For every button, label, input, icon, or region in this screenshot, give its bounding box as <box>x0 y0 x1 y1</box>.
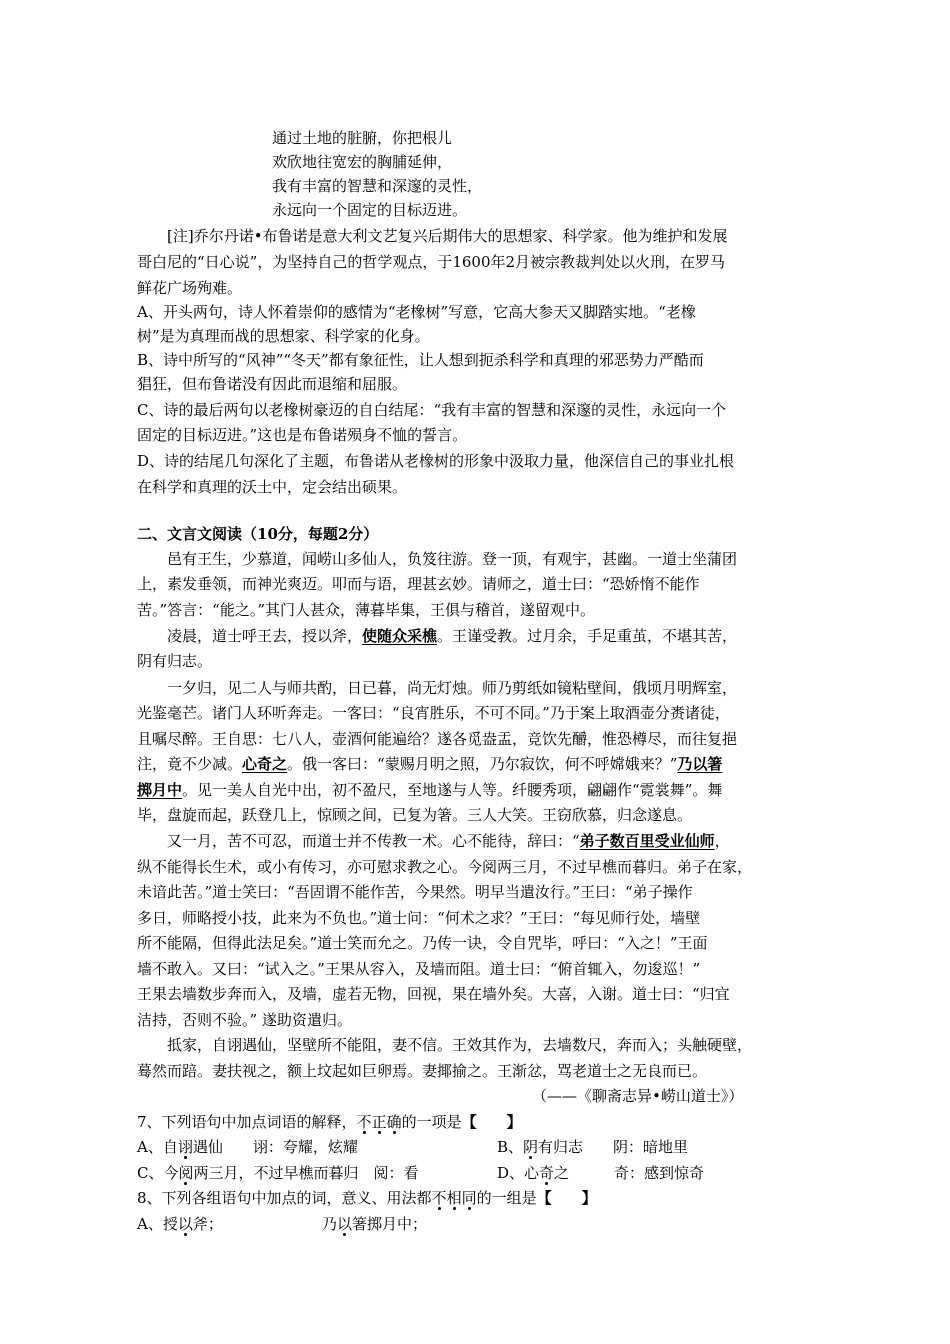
poem-line: 通过土地的脏腑，你把根儿 <box>272 129 453 147</box>
passage-line: 阴有归志。 <box>137 652 213 670</box>
answer-bracket: 【 】 <box>536 1189 597 1207</box>
q7-option-d: D、心奇之 奇：感到惊奇 <box>497 1164 705 1182</box>
question-7-stem: 7、下列语句中加点词语的解释，不正确的一项是【 】 <box>137 1113 522 1131</box>
poem-line: 欢欣地往宽宏的胸脯延伸， <box>272 153 453 171</box>
underlined-phrase: 乃以箸 <box>677 755 723 773</box>
passage-line: 又一月，苦不可忍，而道士并不传教一术。心不能待，辞曰：“弟子数百里受业仙师， <box>167 832 730 850</box>
option-line: D、诗的结尾几句深化了主题，布鲁诺从老橡树的形象中汲取力量，他深信自己的事业扎根 <box>137 452 735 470</box>
passage-line: 墙不敢入。又曰：“试入之。”王果从容入，及墙而阻。道士曰：“俯首辄入，勿逡巡！” <box>137 960 701 978</box>
answer-bracket: 【 】 <box>461 1113 522 1131</box>
option-line: B、诗中所写的“风神”“冬天”都有象征性，让人想到扼杀科学和真理的邪恶势力严酷而 <box>137 351 704 369</box>
passage-line: 未谙此苦。”道士笑曰：“吾固谓不能作苦，今果然。明早当遣汝行。”王曰：“弟子操作 <box>137 883 693 901</box>
section-title: 二、文言文阅读（10分，每题2分） <box>137 525 379 543</box>
source-citation: （——《聊斋志异•崂山道士》） <box>532 1087 744 1105</box>
option-line: 在科学和真理的沃土中，定会结出硕果。 <box>137 478 408 496</box>
passage-line: 纵不能得长生术，或小有传习，亦可慰求教之心。今阅两三月，不过早樵而暮归。弟子在家， <box>137 858 753 876</box>
question-8-stem: 8、下列各组语句中加点的词，意义、用法都不相同的一组是【 】 <box>137 1189 597 1207</box>
passage-line: 洁持，否则不验。” 遂助资遣归。 <box>137 1011 352 1029</box>
option-line: 猖狂，但布鲁诺没有因此而退缩和屈服。 <box>137 375 408 393</box>
passage-line: 苦。”答言：“能之。”其门人甚众，薄暮毕集，王俱与稽首，遂留观中。 <box>137 601 596 619</box>
note-line: 鲜花广场殉难。 <box>137 279 243 297</box>
option-line: C、诗的最后两句以老橡树豪迈的自白结尾：“我有丰富的智慧和深邃的灵性，永远向一个 <box>137 401 727 419</box>
q8-option-a-part2: 乃以箸掷月中； <box>322 1215 428 1233</box>
passage-line: 多日，师略授小技，此来为不负也。”道士问：“何术之求？”王曰：“每见师行处，墙壁 <box>137 909 701 927</box>
poem-line: 我有丰富的智慧和深邃的灵性， <box>272 177 483 195</box>
q7-option-b: B、阴有归志 阴：暗地里 <box>497 1138 689 1156</box>
option-line: A、开头两句，诗人怀着崇仰的感情为“老橡树”写意，它高大参天又脚踏实地。“老橡 <box>137 303 696 321</box>
note-line: [注]乔尔丹诺•布鲁诺是意大利文艺复兴后期伟大的思想家、科学家。他为维护和发展 <box>167 227 728 245</box>
underlined-phrase: 使随众采樵 <box>362 627 438 645</box>
passage-line: 光鉴毫芒。诸门人环听奔走。一客曰：“良宵胜乐，不可不同。”乃于案上取酒壶分赉诸徒， <box>137 704 730 722</box>
q8-option-a-part1: A、授以斧； <box>137 1215 223 1233</box>
passage-line: 掷月中。见一美人自光中出，初不盈尺，至地遂与人等。纤腰秀项，翩翩作“霓裳舞”。舞 <box>137 781 723 799</box>
q7-option-c: C、今阅两三月，不过早樵而暮归 阅：看 <box>137 1164 419 1182</box>
poem-line: 永远向一个固定的目标迈进。 <box>272 201 468 219</box>
option-line: 固定的目标迈进。”这也是布鲁诺殒身不恤的誓言。 <box>137 426 468 444</box>
passage-line: 邑有王生，少慕道，闻崂山多仙人，负笈往游。登一顶，有观宇，甚幽。一道士坐蒲团 <box>167 550 738 568</box>
passage-line: 一夕归，见二人与师共酌，日已暮，尚无灯烛。师乃剪纸如镜粘壁间，俄顷月明辉室， <box>167 679 738 697</box>
note-line: 哥白尼的“日心说”，为坚持自己的哲学观点，于1600年2月被宗教裁判处以火刑，在罗马 <box>137 253 726 271</box>
underlined-phrase: 心奇之 <box>242 755 288 773</box>
passage-line: 凌晨，道士呼王去，授以斧，使随众采樵。王谨受教。过月余，手足重茧，不堪其苦， <box>167 627 738 645</box>
passage-line: 抵家，自诩遇仙，坚壁所不能阻，妻不信。王效其作为，去墙数尺，奔而入；头触硬壁， <box>167 1036 753 1054</box>
q7-option-a: A、自诩遇仙 诩：夸耀，炫耀 <box>137 1138 358 1156</box>
underlined-phrase: 弟子数百里受业仙师 <box>579 832 715 850</box>
passage-line: 且嘱尽醉。王自思：七八人，壶酒何能遍给？遂各觅盎盂，竞饮先釂，惟恐樽尽，而往复挹 <box>137 730 738 748</box>
underlined-phrase: 掷月中 <box>137 781 183 799</box>
passage-line: 王果去墙数步奔而入，及墙，虚若无物，回视，果在墙外矣。大喜，入谢。道士曰：“归宜 <box>137 985 730 1003</box>
passage-line: 所不能隔，但得此法足矣。”道士笑而允之。乃传一诀，令自咒毕，呼曰：“入之！”王面 <box>137 934 708 952</box>
passage-line: 注，竟不少减。心奇之。俄一客曰：“蒙赐月明之照，乃尔寂饮，何不呼嫦娥来？”乃以箸 <box>137 755 723 773</box>
option-line: 树”是为真理而战的思想家、科学家的化身。 <box>137 327 430 345</box>
passage-line: 上，素发垂领，而神光爽迈。叩而与语，理甚玄妙。请师之，道士曰：“恐娇惰不能作 <box>137 575 700 593</box>
passage-line: 毕，盘旋而起，跃登几上，惊顾之间，已复为箸。三人大笑。王窃欣慕，归念遂息。 <box>137 806 693 824</box>
passage-line: 蓦然而踣。妻扶视之，额上坟起如巨卵焉。妻揶揄之。王渐忿，骂老道士之无良而已。 <box>137 1062 708 1080</box>
